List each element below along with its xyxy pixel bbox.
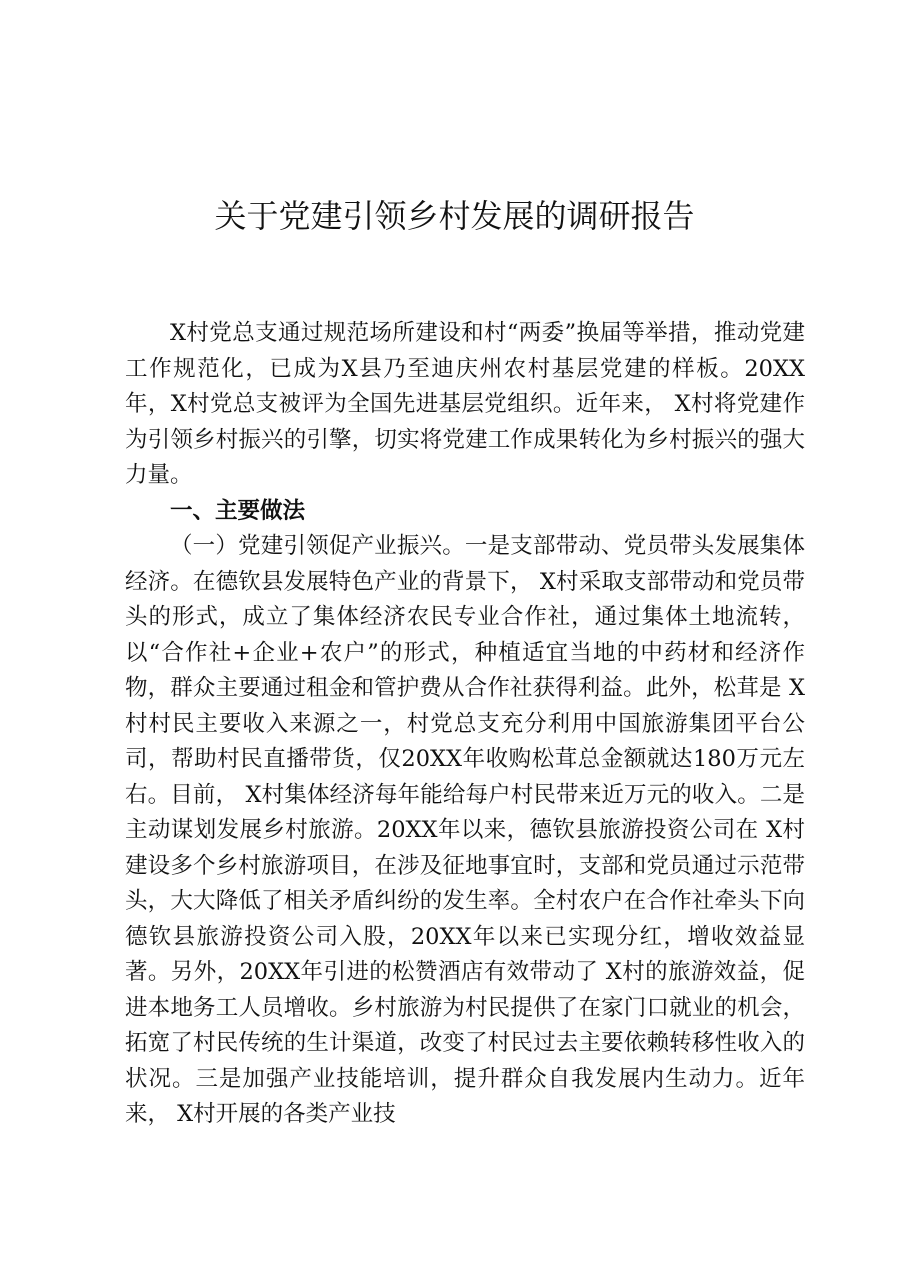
document-body [125,316,805,1133]
intro-paragraph: X村党总支通过规范场所建设和村“两委”换届等举措，推动党建工作规范化，已成为X县乃至迪庆州农村基层党建的样板。20XX年，X村党总支被评为全国先进基层党组织。近年来， X村将党建作为引领乡村振兴的引擎，切实将党建工作成果转化为乡村振兴的强大力量。 [125,320,805,488]
document-title: 关于党建引领乡村发展的调研报告 [214,197,695,235]
section-paragraph: （一）党建引领促产业振兴。一是支部带动、党员带头发展集体经济。在德钦县发展特色产业的背景下， X村采取支部带动和党员带头的形式，成立了集体经济农民专业合作社，通过集体土地流转，以“合作社+企业+农户”的形式，种植适宜当地的中药材和经济作物，群众主要通过租金和管护费从合作社获得利益。此外，松茸是 X村村民主要收入来源之一，村党总支充分利用中国旅游集团平台公司，帮助村民直播带货，仅20XX年收购松茸总金额就达180万元左右。目前， X村集体经济每年能给每户村民带来近万元的收入。二是主动谋划发展乡村旅游。20XX年以来，德钦县旅游投资公司在 X村建设多个乡村旅游项目，在涉及征地事宜时，支部和党员通过示范带头，大大降低了相关矛盾纠纷的发生率。全村农户在合作社牵头下向德钦县旅游投资公司入股，20XX年以来已实现分红，增收效益显著。另外，20XX年引进的松赞酒店有效带动了 X村的旅游效益，促进本地务工人员增收。乡村旅游为村民提供了在家门口就业的机会，拓宽了村民传统的生计渠道，改变了村民过去主要依赖转移性收入的状况。三是加强产业技能培训，提升群众自我发展内生动力。近年来， X村开展的各类产业技 [125,533,805,1127]
section-heading: 一、主要做法 [170,497,306,524]
